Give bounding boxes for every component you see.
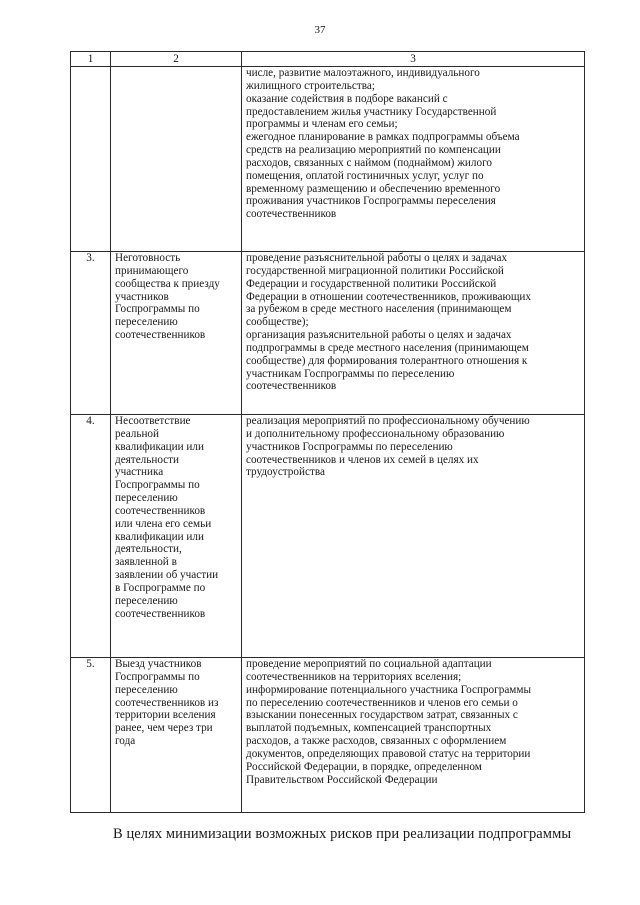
measure-line: ежегодное планирование в рамках подпрограммы объема — [246, 131, 520, 144]
mitigation-measures — [242, 252, 585, 415]
risk-line: ранее, чем через три — [115, 722, 213, 735]
measure-line: Федерации и государственной политики Российской — [246, 277, 497, 290]
mitigation-measures — [242, 658, 585, 813]
risk-line: Неготовность — [115, 252, 181, 264]
measure-line: информирование потенциального участника Госпрограммы — [246, 683, 531, 696]
mitigation-measures — [242, 67, 585, 252]
measure-line: за рубежом в среде местного населения (принимающем — [246, 303, 512, 316]
risk-line: сообщества к приезду — [115, 277, 220, 290]
risk-description — [111, 67, 242, 252]
measure-line: Российской Федерации, в порядке, определенном — [246, 760, 482, 773]
measure-line: подпрограммы в среде местного населения (принимающем — [246, 341, 529, 354]
measure-line: соотечественников — [246, 380, 337, 393]
risk-line: квалификации или — [115, 530, 204, 543]
measure-line: взыскании понесенных государством затрат, связанных с — [246, 709, 518, 722]
measure-line: документов, определяющих правовой статус на территории — [246, 747, 531, 760]
risk-line: принимающего — [115, 264, 189, 277]
measure-line: расходов, а также расходов, связанных с оформлением — [246, 735, 507, 748]
mitigation-measures — [242, 415, 585, 658]
risk-line: территории вселения — [115, 709, 216, 722]
risk-line: участников — [115, 290, 169, 303]
measure-line: организация разъяснительной работы о целях и задачах — [246, 329, 512, 342]
risk-line: переселению — [115, 594, 178, 607]
measure-line: Правительством Российской Федерации — [246, 773, 438, 786]
measure-line: помещения, оплатой гостиничных услуг, услуг по — [246, 169, 484, 182]
measure-line: предоставлением жилья участнику Государственной — [246, 105, 497, 118]
risk-line: Выезд участников — [115, 658, 202, 670]
measure-line: государственной миграционной политики Российской — [246, 264, 504, 277]
risk-line: переселению — [115, 683, 178, 696]
row-number: 5. — [71, 658, 111, 813]
continuation-paragraph: В целях минимизации возможных рисков при реализации подпрограммы — [113, 826, 572, 842]
risk-line: деятельности, — [115, 543, 182, 556]
header-col-2: 2 — [111, 52, 242, 67]
row-number — [71, 67, 111, 252]
risk-line: соотечественников — [115, 607, 206, 620]
header-col-3: 3 — [242, 52, 585, 67]
measure-line: реализация мероприятий по профессиональному обучению — [246, 415, 530, 427]
risk-line: Госпрограммы по — [115, 670, 200, 683]
page-number: 37 — [314, 24, 326, 36]
risk-line: участника — [115, 466, 164, 479]
measure-line: сообществе) для формирования толерантного отношения к — [246, 354, 528, 367]
measure-line: проведение мероприятий по социальной адаптации — [246, 658, 492, 670]
risk-line: квалификации или — [115, 440, 204, 453]
measure-line: проживания участников Госпрограммы переселения — [246, 195, 496, 208]
measure-line: жилищного строительства; — [246, 79, 375, 92]
header-col-1: 1 — [71, 52, 111, 67]
measure-line: программы и членам его семьи; — [246, 118, 398, 131]
risk-line: или члена его семьи — [115, 517, 212, 530]
measure-line: выплатой подъемных, компенсацией транспортных — [246, 722, 492, 735]
measure-line: числе, развитие малоэтажного, индивидуального — [246, 67, 480, 79]
table-row — [71, 252, 585, 415]
measure-line: Федерации в отношении соотечественников, проживающих — [246, 290, 532, 303]
row-number: 4. — [71, 415, 111, 658]
risk-line: Госпрограммы по — [115, 303, 200, 316]
risk-line: заявлении об участии — [115, 569, 219, 582]
measure-line: участникам Госпрограммы по переселению — [246, 367, 455, 380]
risk-line: Несоответствие — [115, 415, 191, 427]
risk-description — [111, 415, 242, 658]
risk-line: переселению — [115, 492, 178, 505]
table-row — [71, 67, 585, 252]
risk-line: реальной — [115, 427, 160, 440]
header-row — [71, 52, 585, 67]
measure-line: средств на реализацию мероприятий по компенсации — [246, 144, 501, 157]
table-row — [71, 658, 585, 813]
risk-line: соотечественников — [115, 329, 206, 342]
risk-line: заявленной в — [115, 556, 177, 569]
measure-line: соотечественников и членов их семей в целях их — [246, 453, 479, 466]
measure-line: сообществе); — [246, 316, 309, 329]
risk-line: в Госпрограмме по — [115, 581, 206, 594]
risk-line: переселению — [115, 316, 178, 329]
measure-line: и дополнительному профессиональному образованию — [246, 427, 505, 440]
risk-line: соотечественников из — [115, 696, 219, 709]
measure-line: проведение разъяснительной работы о целях и задачах — [246, 252, 508, 264]
risk-line: соотечественников — [115, 504, 206, 517]
measure-line: временному размещению и обеспечению временного — [246, 182, 501, 195]
row-number: 3. — [71, 252, 111, 415]
measure-line: оказание содействия в подборе вакансий с — [246, 92, 448, 105]
measure-line: расходов, связанных с наймом (поднаймом) жилого — [246, 156, 493, 169]
risk-line: деятельности — [115, 453, 180, 466]
risk-description — [111, 658, 242, 813]
measure-line: по переселению соотечественников и членов его семьи о — [246, 696, 518, 709]
measure-line: трудоустройства — [246, 466, 325, 479]
table-row — [71, 415, 585, 658]
measure-line: участников Госпрограммы по переселению — [246, 440, 453, 453]
risk-line: Госпрограммы по — [115, 479, 200, 492]
measure-line: соотечественников — [246, 208, 337, 221]
risk-line: года — [115, 735, 136, 748]
risk-description — [111, 252, 242, 415]
measure-line: соотечественников на территориях вселения; — [246, 670, 462, 683]
risk-table — [70, 51, 585, 813]
